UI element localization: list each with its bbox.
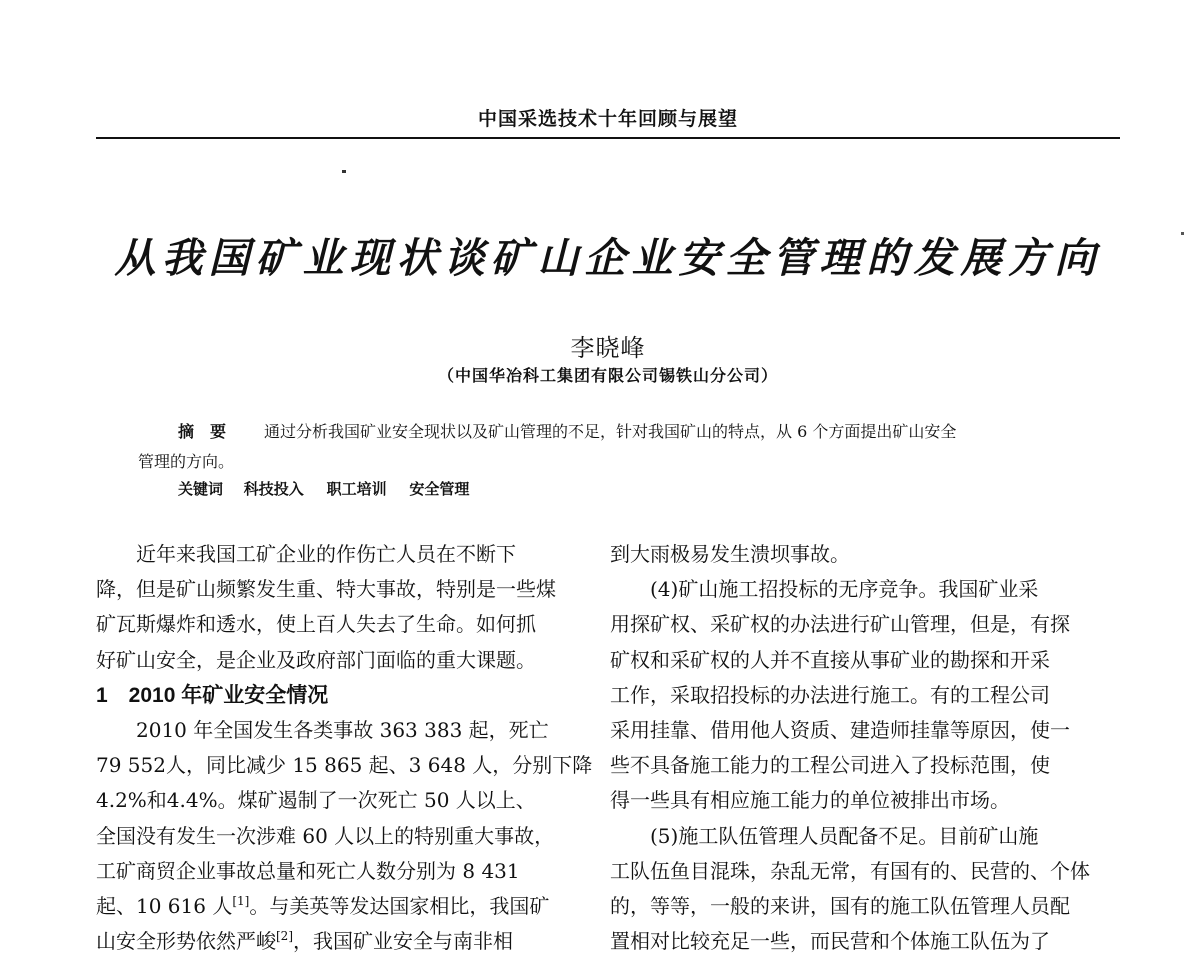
body-column-right	[610, 537, 1088, 959]
keyword: 安全管理	[409, 480, 470, 498]
body-line: 4.2%和4.4%。煤矿遏制了一次死亡 50 人以上、	[96, 788, 536, 813]
body-text: ，我国矿业安全与南非相	[293, 929, 513, 954]
body-line: 的，等等，一般的来讲，国有的施工队伍管理人员配	[610, 893, 1070, 918]
body-line: 工队伍鱼目混珠，杂乱无常，有国有的、民营的、个体	[610, 858, 1090, 883]
body-line: 工矿商贸企业事故总量和死亡人数分别为 8 431	[96, 858, 520, 883]
body-text: 起、10 616 人	[96, 893, 233, 918]
body-line: (5)施工队伍管理人员配备不足。目前矿山施	[610, 823, 1039, 848]
keywords	[178, 478, 487, 499]
body-text: 山安全形势依然严峻	[96, 929, 276, 954]
body-line: 些不具备施工能力的工程公司进入了投标范围，使	[610, 753, 1050, 778]
body-line: 用探矿权、采矿权的办法进行矿山管理，但是，有探	[610, 612, 1070, 637]
citation-ref: [1]	[232, 893, 250, 908]
abstract	[138, 417, 1050, 477]
abstract-text: 通过分析我国矿业安全现状以及矿山管理的不足，针对我国矿山的特点，从 6 个方面提出矿山安全	[264, 422, 957, 441]
body-line: 置相对比较充足一些，而民营和个体施工队伍为了	[610, 929, 1050, 954]
body-line: 2010 年全国发生各类事故 363 383 起，死亡	[96, 717, 549, 742]
body-line: 得一些具有相应施工能力的单位被排出市场。	[610, 788, 1010, 813]
keywords-label: 关键词	[178, 480, 224, 498]
article-title: 从我国矿业现状谈矿山企业安全管理的发展方向	[114, 234, 1102, 282]
body-line: 79 552人，同比减少 15 865 起、3 648 人，分别下降	[96, 753, 593, 778]
body-text: 。与美英等发达国家相比，我国矿	[249, 893, 550, 918]
body-line: (4)矿山施工招投标的无序竞争。我国矿业采	[610, 577, 1039, 602]
body-line: 工作，采取招投标的办法进行施工。有的工程公司	[610, 682, 1050, 707]
body-line: 矿瓦斯爆炸和透水，使上百人失去了生命。如何抓	[96, 612, 536, 637]
keyword: 职工培训	[326, 480, 387, 498]
abstract-label: 摘要	[178, 422, 243, 441]
scan-speck	[342, 170, 346, 173]
body-line: 矿权和采矿权的人并不直接从事矿业的勘探和开采	[610, 647, 1050, 672]
body-line: 全国没有发生一次涉难 60 人以上的特别重大事故，	[96, 823, 555, 848]
abstract-line: 管理的方向。	[138, 452, 235, 471]
body-line: 近年来我国工矿企业的作伤亡人员在不断下	[96, 542, 516, 566]
section-heading: 1 2010 年矿业安全情况	[96, 683, 329, 707]
citation-ref: [2]	[276, 929, 293, 944]
body-line	[96, 889, 572, 924]
scan-speck	[1181, 232, 1184, 235]
author-affiliation: （中国华冶科工集团有限公司锡铁山分公司）	[437, 366, 778, 385]
body-line: 到大雨极易发生溃坝事故。	[610, 542, 850, 566]
running-header: 中国采选技术十年回顾与展望	[477, 108, 738, 130]
body-column-left	[96, 537, 593, 959]
body-line: 采用挂靠、借用他人资质、建造师挂靠等原因，使一	[610, 717, 1070, 742]
keyword: 科技投入	[243, 480, 304, 498]
abstract-line	[138, 417, 1050, 447]
body-line	[96, 924, 572, 959]
header-rule	[96, 137, 1120, 139]
article-author: 李晓峰	[570, 334, 646, 362]
body-line: 好矿山安全，是企业及政府部门面临的重大课题。	[96, 647, 536, 672]
body-line: 降，但是矿山频繁发生重、特大事故，特别是一些煤	[96, 577, 556, 602]
